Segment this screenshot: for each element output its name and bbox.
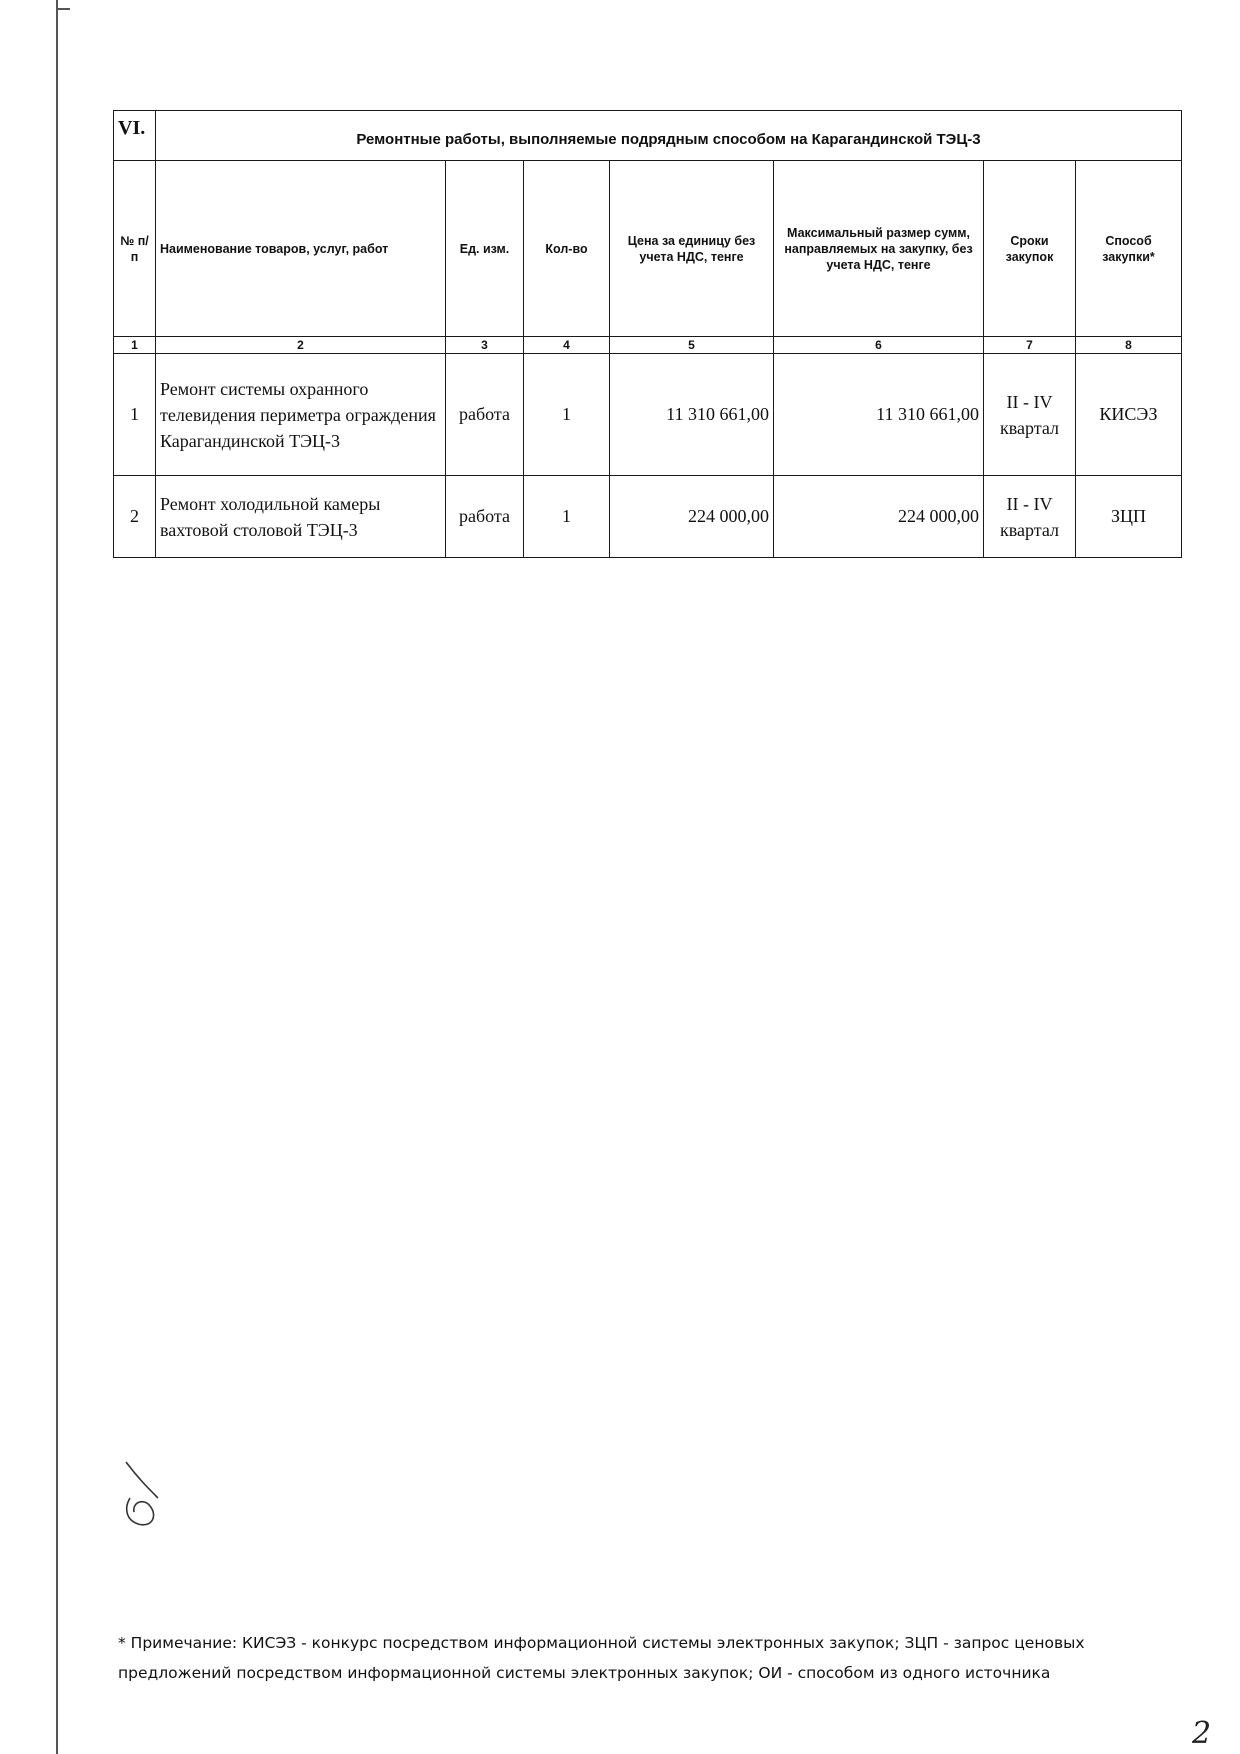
row-unit-price: 11 310 661,00 bbox=[610, 354, 774, 476]
header-unit: Ед. изм. bbox=[446, 161, 524, 337]
column-number: 6 bbox=[774, 337, 984, 354]
table-row bbox=[114, 476, 1182, 558]
scan-left-edge bbox=[56, 0, 58, 1754]
header-name: Наименование товаров, услуг, работ bbox=[156, 161, 446, 337]
row-max-sum: 224 000,00 bbox=[774, 476, 984, 558]
column-number: 8 bbox=[1076, 337, 1182, 354]
row-number: 1 bbox=[114, 354, 156, 476]
column-header-row bbox=[114, 161, 1182, 337]
column-number: 2 bbox=[156, 337, 446, 354]
signature-mark bbox=[118, 1458, 178, 1538]
header-quantity: Кол-во bbox=[524, 161, 610, 337]
row-quantity: 1 bbox=[524, 354, 610, 476]
row-method: ЗЦП bbox=[1076, 476, 1182, 558]
row-name: Ремонт холодильной камеры вахтовой столовой ТЭЦ-3 bbox=[156, 476, 446, 558]
row-term-range: II - IV bbox=[1006, 391, 1053, 412]
column-number: 7 bbox=[984, 337, 1076, 354]
scan-corner-mark bbox=[56, 8, 70, 10]
section-number: VI. bbox=[114, 111, 156, 161]
row-term-period: квартал bbox=[1000, 417, 1059, 438]
header-unit-price: Цена за единицу без учета НДС, тенге bbox=[610, 161, 774, 337]
column-number: 3 bbox=[446, 337, 524, 354]
row-unit: работа bbox=[446, 476, 524, 558]
header-number: № п/п bbox=[114, 161, 156, 337]
row-term bbox=[984, 354, 1076, 476]
row-method: КИСЭЗ bbox=[1076, 354, 1182, 476]
row-number: 2 bbox=[114, 476, 156, 558]
column-number-row bbox=[114, 337, 1182, 354]
column-number: 4 bbox=[524, 337, 610, 354]
section-title: Ремонтные работы, выполняемые подрядным способом на Карагандинской ТЭЦ-3 bbox=[156, 111, 1182, 161]
row-quantity: 1 bbox=[524, 476, 610, 558]
row-unit: работа bbox=[446, 354, 524, 476]
column-number: 1 bbox=[114, 337, 156, 354]
procurement-table bbox=[113, 110, 1182, 558]
row-max-sum: 11 310 661,00 bbox=[774, 354, 984, 476]
footnote: * Примечание: КИСЭЗ - конкурс посредством информационной системы электронных закупок; ЗЦП - запрос ценовых предложений посредством информационной системы электронных закупок; ОИ - способом из одного источника bbox=[118, 1634, 1085, 1682]
row-term-period: квартал bbox=[1000, 519, 1059, 540]
header-method: Способ закупки* bbox=[1076, 161, 1182, 337]
section-header-row bbox=[114, 111, 1182, 161]
header-term: Сроки закупок bbox=[984, 161, 1076, 337]
header-max-sum: Максимальный размер сумм, направляемых на закупку, без учета НДС, тенге bbox=[774, 161, 984, 337]
table-row bbox=[114, 354, 1182, 476]
row-unit-price: 224 000,00 bbox=[610, 476, 774, 558]
row-term-range: II - IV bbox=[1006, 493, 1053, 514]
row-name: Ремонт системы охранного телевидения периметра ограждения Карагандинской ТЭЦ-3 bbox=[156, 354, 446, 476]
row-term bbox=[984, 476, 1076, 558]
page-number: 2 bbox=[1192, 1716, 1212, 1751]
column-number: 5 bbox=[610, 337, 774, 354]
